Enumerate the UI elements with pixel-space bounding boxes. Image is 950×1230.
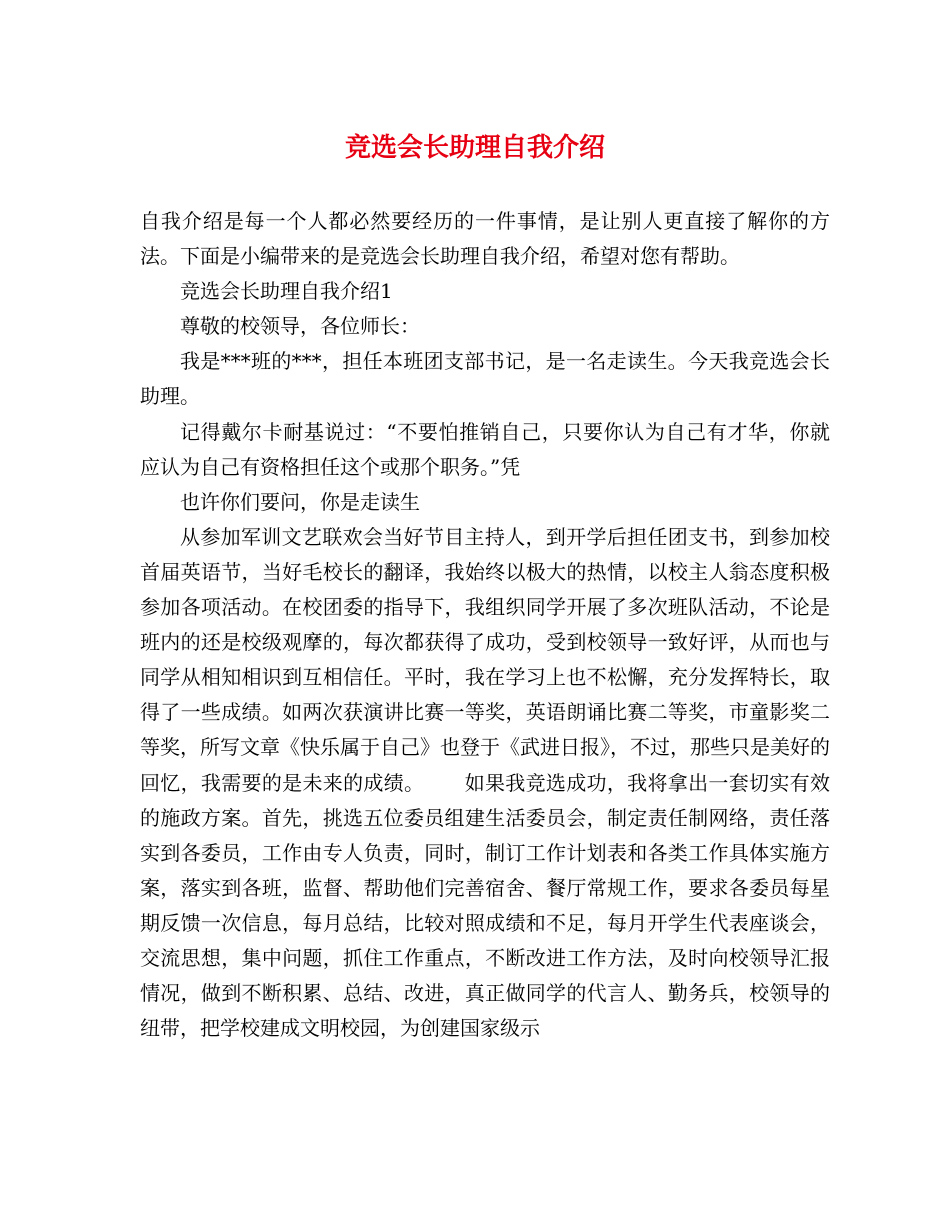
body-text: 如果我竞选成功，我将拿出一套切实有效的施政方案。首先，挑选五位委员组建生活委员会，制定责任制网络，责任落实到各委员，工作由专人负责，同时，制订工作计划表和各类工作具体实施方案，落实到各班，监督、帮助他们完善宿舍、餐厅常规工作，要求各委员每星期反馈一次信息，每月总结，比较对照成绩和不足，每月开学生代表座谈会，交流思想，集中问题，抓住工作重点，不断改进工作方法，及时向校领导汇报情况，做到不断积累、总结、改进，真正做同学的代言人、勤务兵，校领导的纽带，把学校建成文明校园，为创建国家级示 <box>140 770 830 1041</box>
document-body <box>140 204 830 1046</box>
intro-paragraph: 自我介绍是每一个人都必然要经历的一件事情，是让别人更直接了解你的方法。下面是小编带来的是竞选会长助理自我介绍，希望对您有帮助。 <box>140 209 830 269</box>
document-title: 竞选会长助理自我介绍 <box>344 133 605 163</box>
body-paragraph: 记得戴尔卡耐基说过：“不要怕推销自己，只要你认为自己有才华，你就应认为自己有资格担任这个或那个职务。”凭 <box>140 419 830 479</box>
body-text: 从参加军训文艺联欢会当好节目主持人，到开学后担任团支书，到参加校首届英语节，当好毛校长的翻译，我始终以极大的热情，以校主人翁态度积极参加各项活动。在校团委的指导下，我组织同学开展了多次班队活动，不论是班内的还是校级观摩的，每次都获得了成功，受到校领导一致好评，从而也与同学从相知相识到互相信任。平时，我在学习上也不松懈，充分发挥特长，取得了一些成绩。如两次获演讲比赛一等奖，英语朗诵比赛二等奖，市童影奖二等奖，所写文章《快乐属于自己》也登于《武进日报》，不过，那些只是美好的回忆，我需要的是未来的成绩。 <box>140 524 830 795</box>
body-paragraph <box>140 520 830 1046</box>
body-paragraph: 也许你们要问，你是走读生 <box>180 489 420 514</box>
body-paragraph: 我是***班的***，担任本班团支部书记，是一名走读生。今天我竞选会长助理。 <box>140 349 830 409</box>
salutation: 尊敬的校领导，各位师长： <box>180 314 420 339</box>
section-heading: 竞选会长助理自我介绍1 <box>180 279 393 304</box>
